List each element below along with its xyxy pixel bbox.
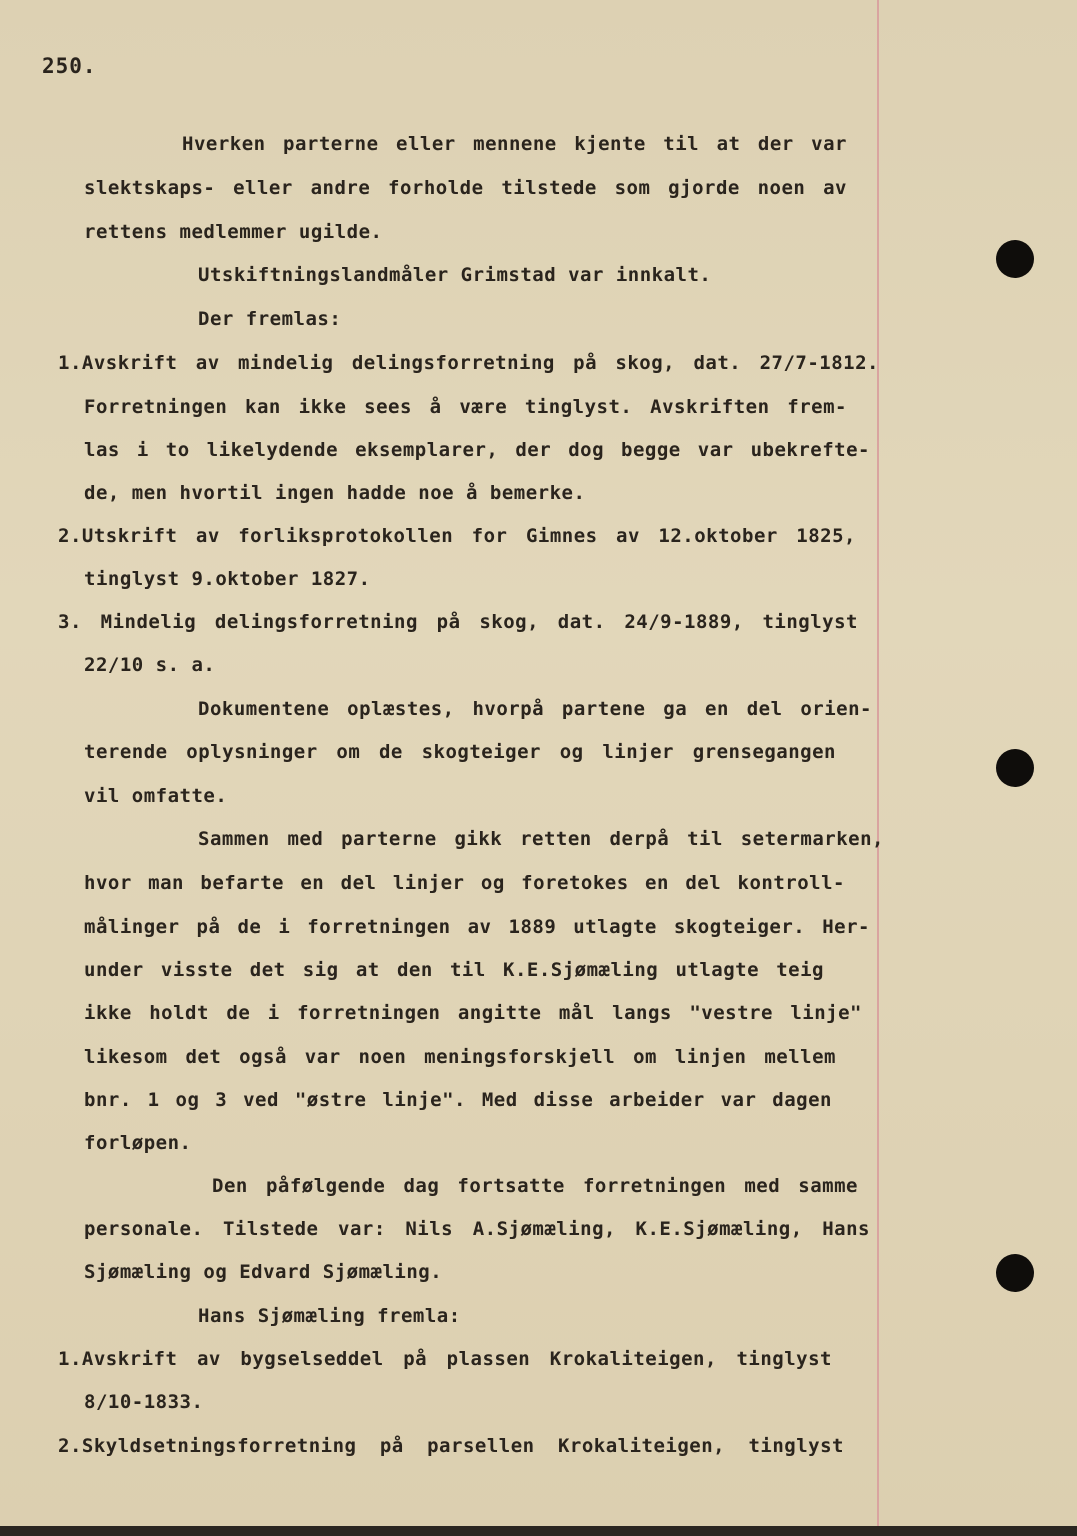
text-line: vil omfatte. <box>84 785 228 807</box>
text-line: 1.Avskrift av mindelig delingsforretning på skog, dat. 27/7-1812. <box>58 352 879 374</box>
punch-hole-bottom <box>996 1254 1034 1292</box>
text-line: hvor man befarte en del linjer og foretokes en del kontroll- <box>84 872 845 894</box>
text-line: rettens medlemmer ugilde. <box>84 221 383 243</box>
text-line: Den påfølgende dag fortsatte forretningen med samme <box>212 1175 858 1197</box>
text-line: 1.Avskrift av bygselseddel på plassen Krokaliteigen, tinglyst <box>58 1348 832 1370</box>
text-line: de, men hvortil ingen hadde noe å bemerke. <box>84 482 586 504</box>
text-line: likesom det også var noen meningsforskjell om linjen mellem <box>84 1046 836 1068</box>
text-line: 22/10 s. a. <box>84 654 216 676</box>
text-line: Dokumentene oplæstes, hvorpå partene ga en del orien- <box>198 698 872 720</box>
text-line: Utskiftningslandmåler Grimstad var innkalt. <box>198 264 712 286</box>
text-line: Forretningen kan ikke sees å være tinglyst. Avskriften frem- <box>84 396 847 418</box>
text-line: terende oplysninger om de skogteiger og linjer grensegangen <box>84 741 836 763</box>
margin-rule <box>877 0 879 1536</box>
text-line: tinglyst 9.oktober 1827. <box>84 568 371 590</box>
text-line: slektskaps- eller andre forholde tilstede som gjorde noen av <box>84 177 847 199</box>
text-line: 2.Skyldsetningsforretning på parsellen Krokaliteigen, tinglyst <box>58 1435 844 1457</box>
punch-hole-middle <box>996 749 1034 787</box>
text-line: Sjømæling og Edvard Sjømæling. <box>84 1261 443 1283</box>
text-line: Der fremlas: <box>198 308 342 330</box>
text-line: forløpen. <box>84 1132 192 1154</box>
text-line: 3. Mindelig delingsforretning på skog, dat. 24/9-1889, tinglyst <box>58 611 858 633</box>
punch-hole-top <box>996 240 1034 278</box>
text-line: under visste det sig at den til K.E.Sjømæling utlagte teig <box>84 959 824 981</box>
text-line: ikke holdt de i forretningen angitte mål langs "vestre linje" <box>84 1002 862 1024</box>
page-edge <box>0 1526 1077 1536</box>
text-line: Hverken parterne eller mennene kjente til at der var <box>182 133 847 155</box>
text-line: Hans Sjømæling fremla: <box>198 1305 461 1327</box>
text-line: las i to likelydende eksemplarer, der dog begge var ubekrefte- <box>84 439 870 461</box>
text-line: bnr. 1 og 3 ved "østre linje". Med disse arbeider var dagen <box>84 1089 832 1111</box>
page-number: 250. <box>42 54 97 78</box>
text-line: 8/10-1833. <box>84 1391 204 1413</box>
text-line: personale. Tilstede var: Nils A.Sjømæling, K.E.Sjømæling, Hans <box>84 1218 870 1240</box>
text-line: 2.Utskrift av forliksprotokollen for Gimnes av 12.oktober 1825, <box>58 525 856 547</box>
text-line: Sammen med parterne gikk retten derpå til setermarken, <box>198 828 884 850</box>
text-line: målinger på de i forretningen av 1889 utlagte skogteiger. Her- <box>84 916 870 938</box>
